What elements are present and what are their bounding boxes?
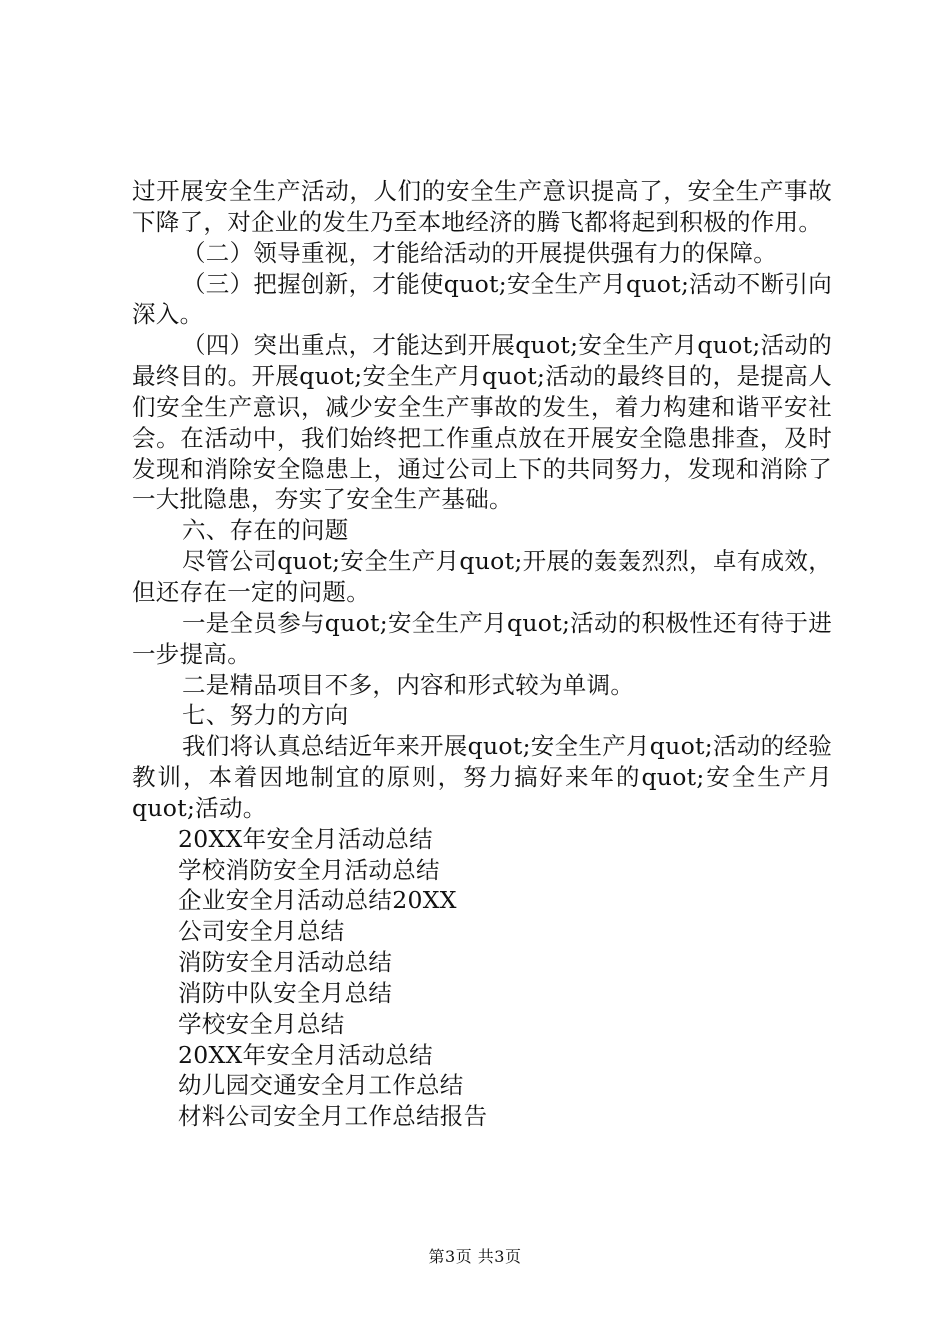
paragraph-continuation: 过开展安全生产活动，人们的安全生产意识提高了，安全生产事故下降了，对企业的发生乃至本地经济的腾飞都将起到积极的作用。 (132, 177, 832, 236)
related-title-link[interactable]: 消防安全月活动总结 (178, 948, 393, 977)
paragraph-problem-1: 一是全员参与quot;安全生产月quot;活动的积极性还有待于进一步提高。 (132, 608, 832, 668)
paragraph-point-2: （二）领导重视，才能给活动的开展提供强有力的保障。 (182, 238, 777, 267)
related-title-link[interactable]: 学校安全月总结 (178, 1009, 345, 1038)
related-title-link[interactable]: 材料公司安全月工作总结报告 (178, 1102, 488, 1131)
page-total: 共3页 (477, 1247, 522, 1266)
page-footer (0, 1244, 950, 1267)
related-titles-list (132, 824, 832, 1132)
paragraph-problems-intro: 尽管公司quot;安全生产月quot;开展的轰轰烈烈，卓有成效，但还存在一定的问题。 (132, 547, 832, 606)
section-heading-problems: 六、存在的问题 (182, 516, 349, 545)
related-title-link[interactable]: 企业安全月活动总结20XX (178, 886, 457, 915)
related-title-link[interactable]: 20XX年安全月活动总结 (178, 1040, 433, 1069)
paragraph-problem-2: 二是精品项目不多，内容和形式较为单调。 (182, 670, 635, 699)
related-title-link[interactable]: 幼儿园交通安全月工作总结 (178, 1071, 464, 1100)
related-title-link[interactable]: 学校消防安全月活动总结 (178, 855, 440, 884)
related-title-link[interactable]: 公司安全月总结 (178, 917, 345, 946)
document-body (132, 176, 832, 1132)
page-number: 第3页 (428, 1247, 473, 1266)
paragraph-direction: 我们将认真总结近年来开展quot;安全生产月quot;活动的经验教训，本着因地制宜的原则，努力搞好来年的quot;安全生产月quot;活动。 (132, 732, 832, 822)
paragraph-point-3: （三）把握创新，才能使quot;安全生产月quot;活动不断引向深入。 (132, 269, 832, 329)
related-title-link[interactable]: 消防中队安全月总结 (178, 978, 393, 1007)
paragraph-point-4: （四）突出重点，才能达到开展quot;安全生产月quot;活动的最终目的。开展quot;安全生产月quot;活动的最终目的，是提高人们安全生产意识，减少安全生产事故的发生，着力构建和谐平安社会。在活动中，我们始终把工作重点放在开展安全隐患排查，及时发现和消除安全隐患上，通过公司上下的共同努力，发现和消除了一大批隐患，夯实了安全生产基础。 (132, 331, 832, 514)
related-title-link[interactable]: 20XX年安全月活动总结 (178, 824, 433, 853)
section-heading-direction: 七、努力的方向 (182, 701, 349, 730)
